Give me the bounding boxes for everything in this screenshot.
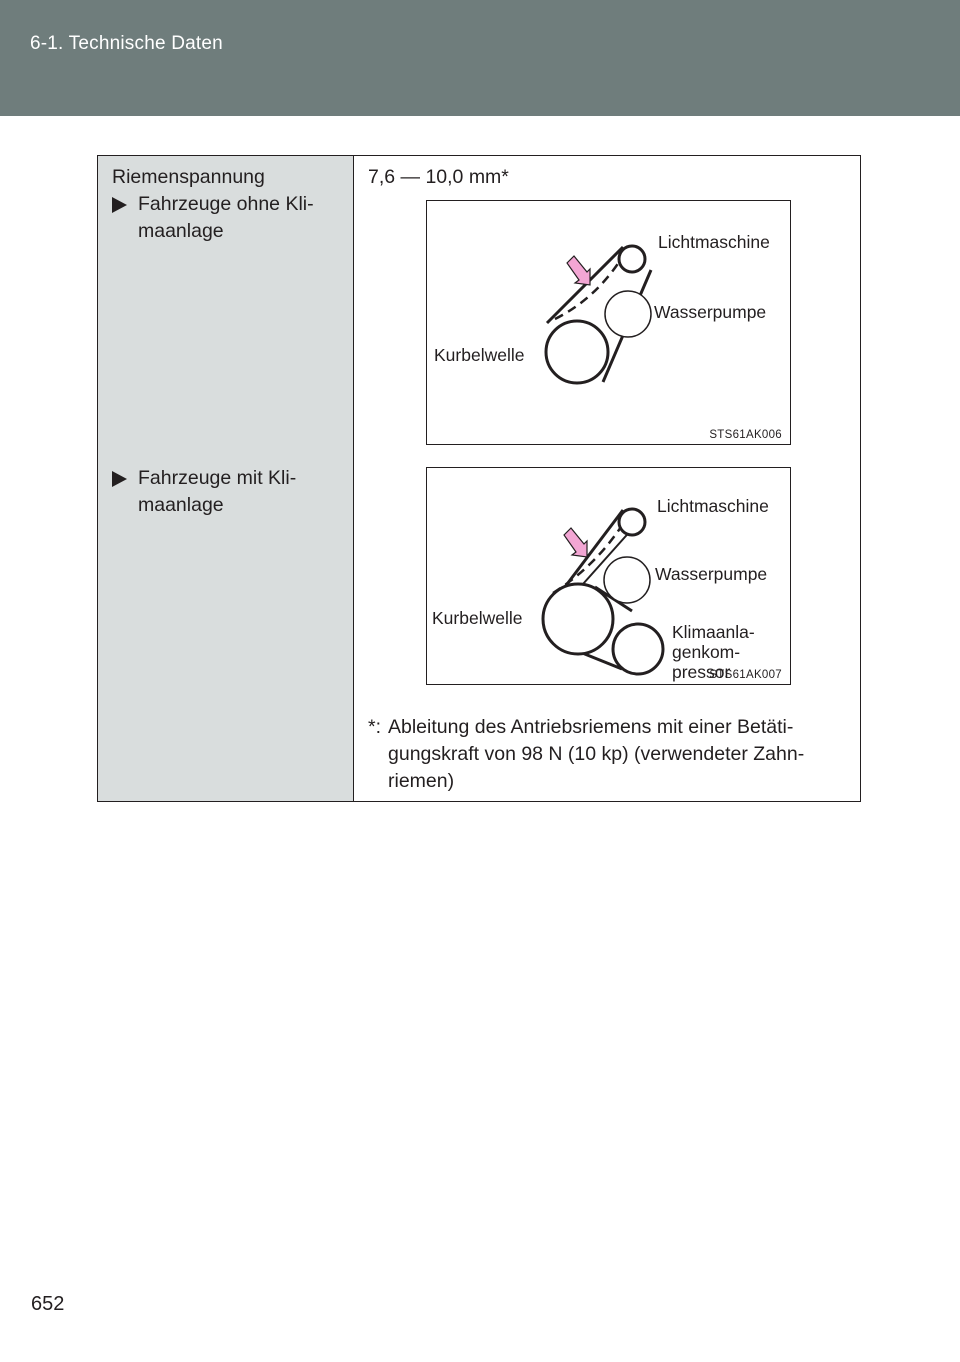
belt-diagram-without-ac [426, 200, 791, 445]
spec-label: Riemenspannung [112, 166, 265, 188]
variant-without-ac-text: Fahrzeuge ohne Kli- maanlage [138, 193, 314, 242]
label-ac-compressor: Klimaanla- genkom- pressor [672, 622, 755, 682]
belt-diagram-with-ac [426, 467, 791, 685]
label-water-pump: Wasserpumpe [654, 302, 767, 322]
label-column [98, 156, 354, 801]
section-title: 6-1. Technische Daten [30, 33, 223, 54]
page-header [0, 0, 960, 116]
figure-code: STS61AK006 [709, 429, 782, 441]
figure-code: STS61AK007 [709, 669, 782, 681]
label-crankshaft: Kurbelwelle [434, 345, 525, 365]
label-crankshaft: Kurbelwelle [432, 608, 523, 628]
label-alternator: Lichtmaschine [657, 496, 769, 516]
footnote-mark: *: [368, 716, 382, 738]
push-arrow-icon [564, 528, 587, 557]
triangle-bullet-icon [112, 471, 127, 487]
footnote [368, 714, 848, 795]
page-number: 652 [31, 1293, 65, 1315]
push-arrow-icon [567, 256, 590, 285]
label-alternator: Lichtmaschine [658, 232, 770, 252]
variant-with-ac-text: Fahrzeuge mit Kli- maanlage [138, 467, 297, 516]
footnote-text: Ableitung des Antriebsriemens mit einer Betäti-gungskraft von 98 N (10 kp) (verwendeter Zahn-riemen) [388, 716, 805, 792]
variant-without-ac [112, 191, 328, 245]
tension-value: 7,6 — 10,0 mm* [368, 166, 509, 188]
spec-table [97, 155, 861, 802]
value-column [354, 156, 860, 801]
variant-with-ac [112, 465, 328, 519]
triangle-bullet-icon [112, 197, 127, 213]
label-water-pump: Wasserpumpe [655, 564, 768, 584]
